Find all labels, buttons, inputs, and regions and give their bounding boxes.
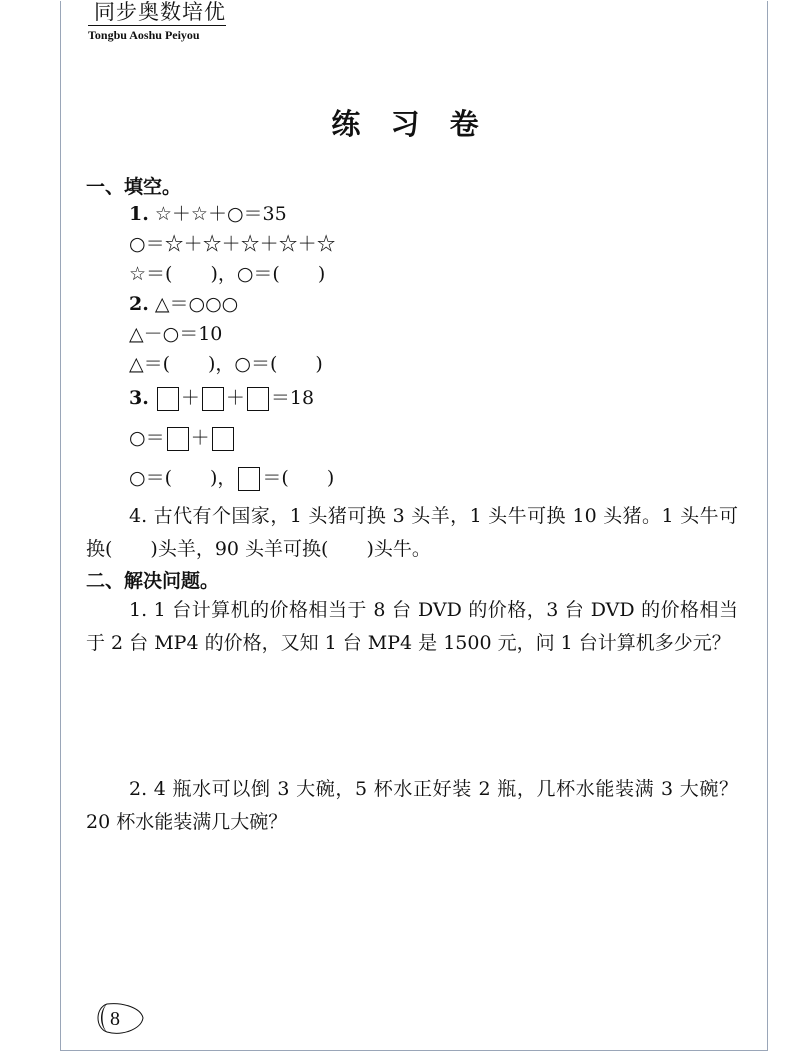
q4-text: 4. 古代有个国家，1 头猪可换 3 头羊，1 头牛可换 10 头猪。1 头牛可换( )头羊，90 头羊可换( )头牛。 (86, 505, 738, 560)
q3-number: 3. (129, 387, 149, 409)
q3-line2 (129, 426, 236, 451)
plus-sign: ＋ (180, 387, 200, 409)
series-title-cn: 同步奥数培优 (94, 0, 226, 24)
blank-box (167, 427, 189, 451)
section-solve-heading: 二、解决问题。 (86, 570, 220, 592)
q3-answer-line (129, 466, 334, 491)
q3-sum: ＝18 (270, 387, 315, 409)
q2-line1 (129, 292, 238, 316)
q3-answer-circle: ○＝( )， (129, 467, 237, 489)
section-fill-blank-heading: 一、填空。 (86, 176, 182, 198)
page-title: 练 习 卷 (331, 107, 489, 141)
q1-number: 1. (129, 203, 149, 225)
q2-equation-1: △＝○○○ (154, 293, 239, 315)
q2-answer-line: △＝( )，○＝( ) (129, 353, 323, 375)
q2-equation-2: △－○＝10 (129, 323, 223, 345)
blank-box (157, 387, 179, 411)
plus-sign: ＋ (190, 427, 210, 449)
series-title-en: Tongbu Aoshu Peiyou (88, 28, 200, 42)
page-number: 8 (110, 1008, 120, 1030)
header-rule (88, 25, 226, 26)
blank-box (202, 387, 224, 411)
problem-1-text: 1. 1 台计算机的价格相当于 8 台 DVD 的价格，3 台 DVD 的价格相当于 2 台 MP4 的价格，又知 1 台 MP4 是 1500 元，问 1 台计算机多少元？ (86, 599, 738, 654)
q1-line1 (129, 202, 287, 226)
q1-equation-1: ☆＋☆＋○＝35 (154, 203, 287, 225)
circle-equals: ○＝ (129, 427, 165, 449)
q2-number: 2. (129, 293, 149, 315)
blank-box (247, 387, 269, 411)
q1-equation-2: ○＝☆＋☆＋☆＋☆＋☆ (129, 233, 336, 255)
page-number-ornament (95, 1000, 145, 1036)
q1-answer-line: ☆＝( )，○＝( ) (129, 263, 326, 285)
blank-box (238, 467, 260, 491)
q3-line1 (129, 386, 314, 411)
blank-box (212, 427, 234, 451)
plus-sign: ＋ (225, 387, 245, 409)
q3-answer-box: ＝( ) (262, 467, 335, 489)
problem-2-text: 2. 4 瓶水可以倒 3 大碗，5 杯水正好装 2 瓶，几杯水能装满 3 大碗？20 杯水能装满几大碗？ (86, 778, 738, 833)
